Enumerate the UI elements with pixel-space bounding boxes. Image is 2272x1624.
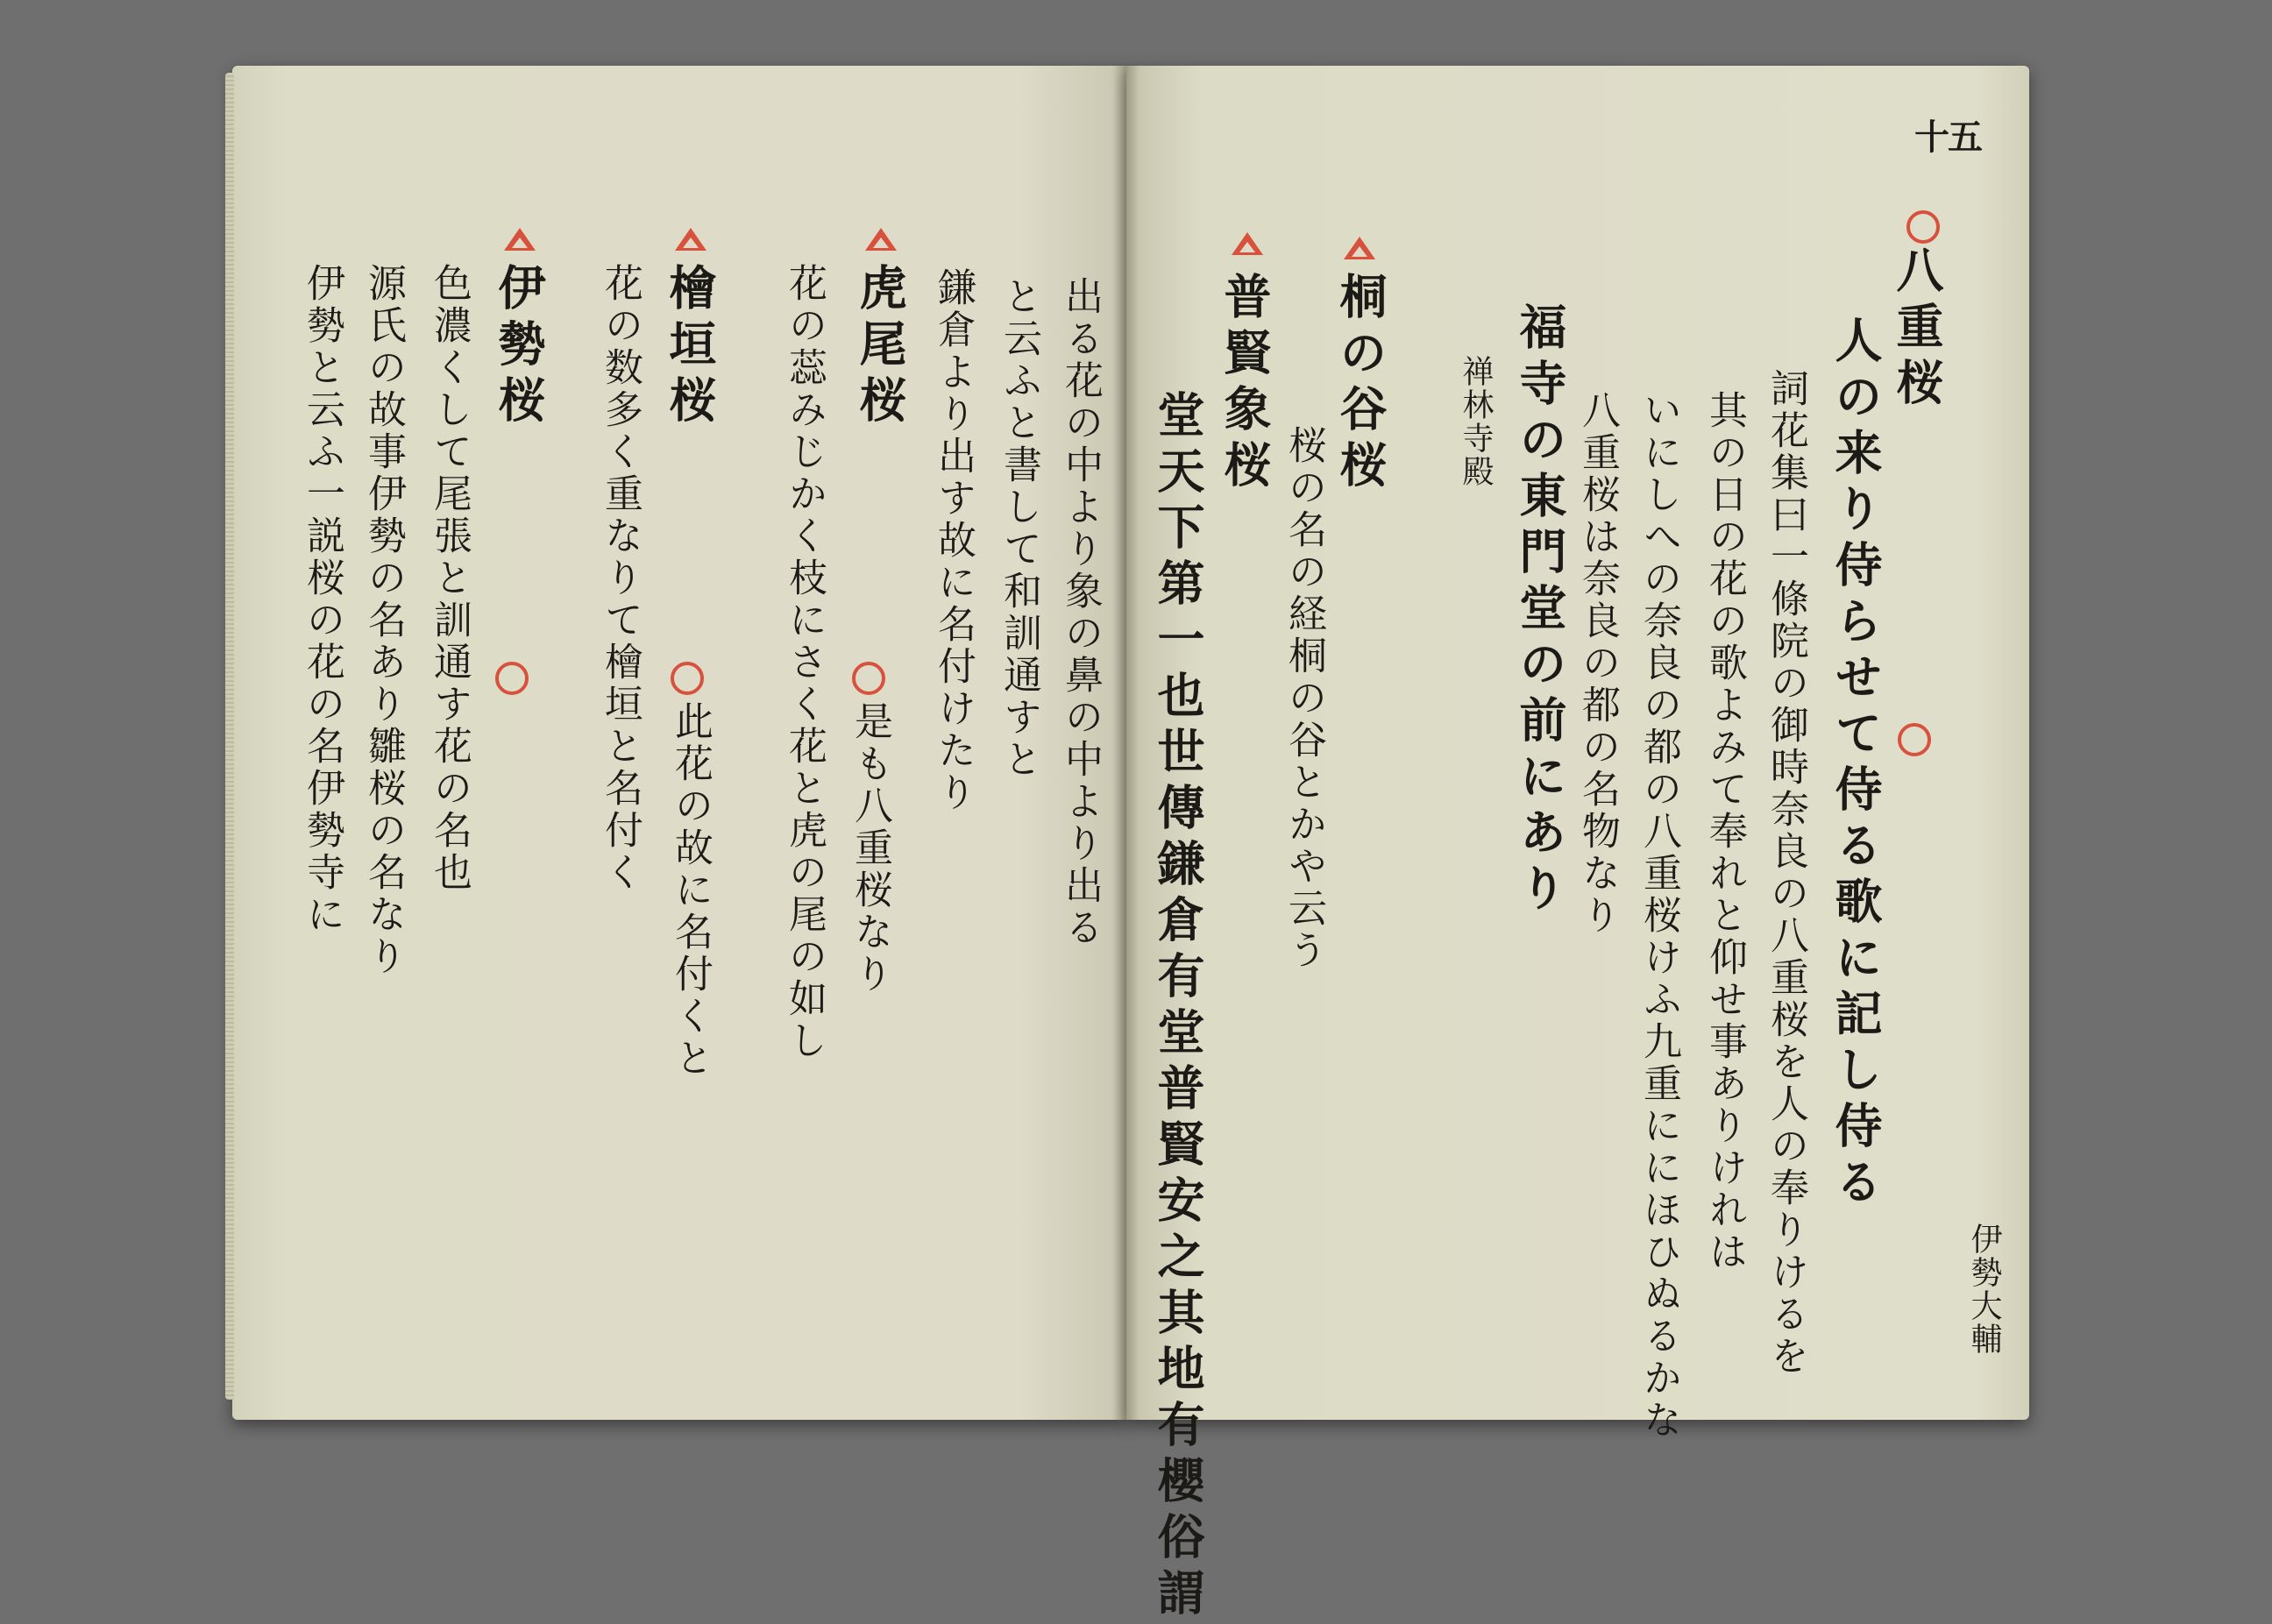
text-column: 福寺の東門堂の前にあり (1512, 302, 1568, 919)
section-heading: 虎尾桜 (852, 263, 908, 431)
text-column: 此花の故に名付くと (668, 701, 713, 1080)
left-page (232, 66, 1126, 1420)
text-column: 出る花の中より象の鼻の中より出る (1058, 276, 1103, 949)
page-edges (225, 73, 234, 1400)
open-book (232, 66, 2029, 1624)
circle-marker-icon (495, 662, 529, 695)
text-column: 伊勢と云ふ一説桜の花の名伊勢寺に (300, 263, 344, 936)
circle-marker-icon (671, 662, 704, 695)
text-column: 源氏の故事伊勢の名あり雛桜の名なり (361, 263, 406, 978)
text-column: 桜の名の経桐の谷とかや云う (1282, 425, 1326, 972)
text-column: 色濃くして尾張と訓通す花の名也 (427, 263, 472, 894)
text-column: 堂天下第一也世傳鎌倉有堂普賢安之其地有櫻俗謂 (1150, 390, 1206, 1624)
text-column: 花の数多く重なりて檜垣と名付く (598, 263, 643, 894)
section-heading: 桐の谷桜 (1332, 272, 1388, 496)
triangle-marker-icon (1232, 232, 1263, 255)
section-heading: 八重桜 (1889, 245, 1945, 414)
page-number: 十五 (1914, 117, 1981, 158)
text-column: と云ふと書して和訓通すと (997, 276, 1041, 781)
section-heading: 檜垣桜 (662, 263, 718, 431)
text-column: 詞花集曰一條院の御時奈良の八重桜を人の奉りけるを (1764, 368, 1808, 1378)
text-column: 花の蕊みじかく枝にさく花と虎の尾の如し (782, 263, 827, 1062)
triangle-marker-icon (675, 228, 706, 251)
section-heading: 普賢象桜 (1217, 272, 1273, 496)
triangle-marker-icon (504, 228, 536, 251)
section-heading: 伊勢桜 (491, 263, 547, 431)
book-gutter (1113, 66, 1140, 1420)
right-page (1126, 66, 2029, 1624)
text-column: 人の来り侍らせて侍る歌に記し侍る (1828, 316, 1884, 1213)
text-column: 其の日の花の歌よみて奉れと仰せ事ありけれは (1702, 390, 1747, 1273)
text-column: いにしへの奈良の都の八重桜けふ九重ににほひぬるかな (1637, 390, 1681, 1442)
triangle-marker-icon (1344, 237, 1375, 259)
author-name: 伊勢大輔 (1966, 1223, 2002, 1356)
triangle-marker-icon (865, 228, 897, 251)
circle-marker-icon (1898, 723, 1931, 756)
circle-marker-icon (852, 662, 885, 695)
text-column: 八重桜は奈良の都の名物なり (1575, 390, 1620, 937)
text-column: 禅林寺殿 (1458, 355, 1494, 488)
text-column: 鎌倉より出す故に名付けたり (931, 267, 976, 814)
text-column: 是も八重桜なり (848, 701, 892, 996)
circle-marker-icon (1906, 210, 1940, 244)
